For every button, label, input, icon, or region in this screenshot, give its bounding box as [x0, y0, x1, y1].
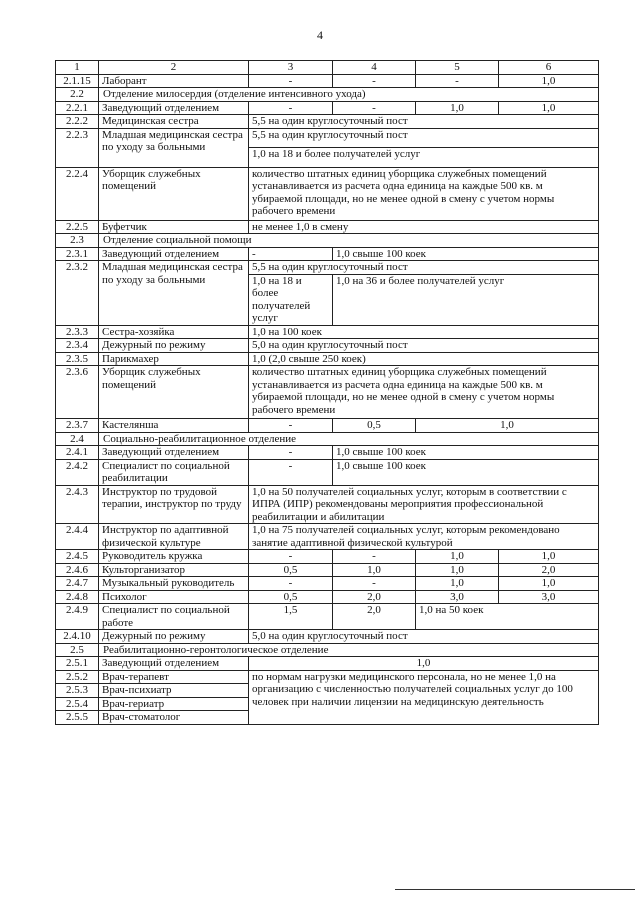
- norm-value: 5,0 на один круглосуточный пост: [249, 339, 599, 353]
- value-col-3: -: [249, 247, 333, 261]
- position-name: Буфетчик: [99, 220, 249, 234]
- position-name: Инструктор по адаптивной физической культуре: [99, 524, 249, 550]
- table-row: [56, 128, 599, 148]
- value-col-6: 3,0: [499, 590, 599, 604]
- position-name: Кастелянша: [99, 419, 249, 433]
- table-row: [56, 630, 599, 644]
- position-name: Уборщик служебных помещений: [99, 366, 249, 419]
- header-col-1: 1: [56, 61, 99, 75]
- value-col-4-6: 1,0 свыше 100 коек: [333, 247, 599, 261]
- table-row: [56, 563, 599, 577]
- value-col-4-6: 1,0 свыше 100 коек: [333, 459, 599, 485]
- table-row: [56, 670, 599, 684]
- norm-value: 5,5 на один круглосуточный пост: [249, 128, 599, 148]
- row-number: 2.3.3: [56, 325, 99, 339]
- position-name: Культорганизатор: [99, 563, 249, 577]
- position-name: Медицинская сестра: [99, 115, 249, 129]
- position-name: Младшая медицинская сестра по уходу за больными: [99, 261, 249, 326]
- table-row: [56, 325, 599, 339]
- value-col-5-6: 1,0 на 50 коек: [416, 604, 599, 630]
- position-name: Музыкальный руководитель: [99, 577, 249, 591]
- row-number: 2.3.5: [56, 352, 99, 366]
- table-row: [56, 167, 599, 220]
- section-row: [56, 88, 599, 102]
- header-col-3: 3: [249, 61, 333, 75]
- position-name: Парикмахер: [99, 352, 249, 366]
- row-number: 2.2.5: [56, 220, 99, 234]
- position-name: Дежурный по режиму: [99, 339, 249, 353]
- position-name: Специалист по социальной реабилитации: [99, 459, 249, 485]
- norm-value: 1,0 на 75 получателей социальных услуг, которым рекомендовано занятие адаптивной физической культурой: [249, 524, 599, 550]
- value-col-3: -: [249, 446, 333, 460]
- table-row: [56, 577, 599, 591]
- value-col-6: 1,0: [499, 74, 599, 88]
- norm-value-secondary: 1,0 на 18 и более получателей услуг: [249, 148, 599, 168]
- value-col-5: 1,0: [416, 101, 499, 115]
- value-col-5: 3,0: [416, 590, 499, 604]
- row-number: 2.4.9: [56, 604, 99, 630]
- position-name: Заведующий отделением: [99, 657, 249, 671]
- header-col-5: 5: [416, 61, 499, 75]
- row-number: 2.4.10: [56, 630, 99, 644]
- table-row: [56, 247, 599, 261]
- row-number: 2.4.1: [56, 446, 99, 460]
- value-col-4: 1,0: [333, 563, 416, 577]
- value-col-3: -: [249, 101, 333, 115]
- norm-value: 5,0 на один круглосуточный пост: [249, 630, 599, 644]
- table-row: [56, 339, 599, 353]
- row-number: 2.4.8: [56, 590, 99, 604]
- header-col-6: 6: [499, 61, 599, 75]
- row-number: 2.5.5: [56, 711, 99, 725]
- value-col-6: 1,0: [499, 577, 599, 591]
- norm-value-merged: по нормам нагрузки медицинского персонала, но не менее 1,0 на организацию с численностью получателей социальных услуг до 100 человек при наличии лицензии на медицинскую деятельность: [249, 670, 599, 724]
- value-col-4-6: 1,0 свыше 100 коек: [333, 446, 599, 460]
- row-number: 2.5.4: [56, 697, 99, 711]
- section-number: 2.5: [56, 643, 99, 657]
- value-col-6: 1,0: [499, 550, 599, 564]
- norm-value: 1,0 на 50 получателей социальных услуг, которым в соответствии с ИПРА (ИПР) рекомендованы мероприятия профессиональной реабилитации и абилитации: [249, 485, 599, 524]
- section-row: [56, 643, 599, 657]
- table-row: [56, 550, 599, 564]
- row-number: 2.3.6: [56, 366, 99, 419]
- value-col-6: 2,0: [499, 563, 599, 577]
- table-row: [56, 590, 599, 604]
- norm-value: количество штатных единиц уборщика служебных помещений устанавливается из расчета одна единица на каждые 500 кв. м убираемой площади, но не менее одной в смену с учетом нормы рабочего времени: [249, 167, 599, 220]
- section-number: 2.3: [56, 234, 99, 248]
- table-row: [56, 115, 599, 129]
- staffing-table: [55, 60, 599, 725]
- section-row: [56, 234, 599, 248]
- value-col-5-6: 1,0: [416, 419, 599, 433]
- row-number: 2.4.5: [56, 550, 99, 564]
- value-col-4: -: [333, 577, 416, 591]
- table-row: [56, 220, 599, 234]
- norm-value: 1,0: [249, 657, 599, 671]
- table-row: [56, 446, 599, 460]
- value-col-3: -: [249, 550, 333, 564]
- table-row: [56, 74, 599, 88]
- position-name: Сестра-хозяйка: [99, 325, 249, 339]
- row-number: 2.2.2: [56, 115, 99, 129]
- position-name: Врач-терапевт: [99, 670, 249, 684]
- row-number: 2.1.15: [56, 74, 99, 88]
- row-number: 2.4.6: [56, 563, 99, 577]
- position-name: Лаборант: [99, 74, 249, 88]
- norm-value: 1,0 (2,0 свыше 250 коек): [249, 352, 599, 366]
- position-name: Младшая медицинская сестра по уходу за больными: [99, 128, 249, 167]
- table-row: [56, 459, 599, 485]
- value-col-5: 1,0: [416, 550, 499, 564]
- row-number: 2.2.1: [56, 101, 99, 115]
- row-number: 2.4.4: [56, 524, 99, 550]
- header-row: [56, 61, 599, 75]
- position-name: Психолог: [99, 590, 249, 604]
- row-number: 2.5.3: [56, 684, 99, 698]
- position-name: Заведующий отделением: [99, 101, 249, 115]
- position-name: Врач-стоматолог: [99, 711, 249, 725]
- section-number: 2.2: [56, 88, 99, 102]
- row-number: 2.4.3: [56, 485, 99, 524]
- value-col-5: 1,0: [416, 577, 499, 591]
- table-row: [56, 524, 599, 550]
- value-col-4: 2,0: [333, 604, 416, 630]
- row-number: 2.3.7: [56, 419, 99, 433]
- row-number: 2.3.4: [56, 339, 99, 353]
- position-name: Заведующий отделением: [99, 446, 249, 460]
- norm-value: 5,5 на один круглосуточный пост: [249, 261, 599, 275]
- table-row: [56, 101, 599, 115]
- section-title: Отделение социальной помощи: [99, 234, 599, 248]
- norm-value: 5,5 на один круглосуточный пост: [249, 115, 599, 129]
- position-name: Руководитель кружка: [99, 550, 249, 564]
- header-col-4: 4: [333, 61, 416, 75]
- value-col-4: -: [333, 550, 416, 564]
- value-col-3: -: [249, 419, 333, 433]
- value-col-3: 1,0 на 18 и более получателей услуг: [249, 274, 333, 325]
- value-col-3: 0,5: [249, 590, 333, 604]
- section-row: [56, 432, 599, 446]
- value-col-3: -: [249, 577, 333, 591]
- row-number: 2.3.1: [56, 247, 99, 261]
- position-name: Врач-гериатр: [99, 697, 249, 711]
- value-col-4: -: [333, 101, 416, 115]
- position-name: Инструктор по трудовой терапии, инструктор по труду: [99, 485, 249, 524]
- table-row: [56, 657, 599, 671]
- value-col-4-6: 1,0 на 36 и более получателей услуг: [333, 274, 599, 325]
- norm-value: 1,0 на 100 коек: [249, 325, 599, 339]
- table-row: [56, 366, 599, 419]
- value-col-4: 2,0: [333, 590, 416, 604]
- position-name: Специалист по социальной работе: [99, 604, 249, 630]
- value-col-3: -: [249, 74, 333, 88]
- norm-value: количество штатных единиц уборщика служебных помещений устанавливается из расчета одна единица на каждые 500 кв. м убираемой площади, но не менее одной в смену с учетом нормы рабочего времени: [249, 366, 599, 419]
- value-col-5: 1,0: [416, 563, 499, 577]
- row-number: 2.2.4: [56, 167, 99, 220]
- value-col-3: -: [249, 459, 333, 485]
- row-number: 2.2.3: [56, 128, 99, 167]
- position-name: Уборщик служебных помещений: [99, 167, 249, 220]
- footer-rule: [395, 889, 635, 890]
- position-name: Врач-психиатр: [99, 684, 249, 698]
- section-title: Социально-реабилитационное отделение: [99, 432, 599, 446]
- section-number: 2.4: [56, 432, 99, 446]
- row-number: 2.5.1: [56, 657, 99, 671]
- value-col-4: 0,5: [333, 419, 416, 433]
- row-number: 2.4.7: [56, 577, 99, 591]
- value-col-5: -: [416, 74, 499, 88]
- page-number: 4: [317, 28, 323, 42]
- section-title: Реабилитационно-геронтологическое отделение: [99, 643, 599, 657]
- table-row: [56, 352, 599, 366]
- value-col-3: 1,5: [249, 604, 333, 630]
- value-col-4: -: [333, 74, 416, 88]
- table-row: [56, 419, 599, 433]
- row-number: 2.4.2: [56, 459, 99, 485]
- section-title: Отделение милосердия (отделение интенсивного ухода): [99, 88, 599, 102]
- row-number: 2.5.2: [56, 670, 99, 684]
- value-col-6: 1,0: [499, 101, 599, 115]
- table-row: [56, 604, 599, 630]
- table-row: [56, 261, 599, 275]
- position-name: Заведующий отделением: [99, 247, 249, 261]
- table-row: [56, 485, 599, 524]
- value-col-3: 0,5: [249, 563, 333, 577]
- header-col-2: 2: [99, 61, 249, 75]
- position-name: Дежурный по режиму: [99, 630, 249, 644]
- norm-value: не менее 1,0 в смену: [249, 220, 599, 234]
- row-number: 2.3.2: [56, 261, 99, 326]
